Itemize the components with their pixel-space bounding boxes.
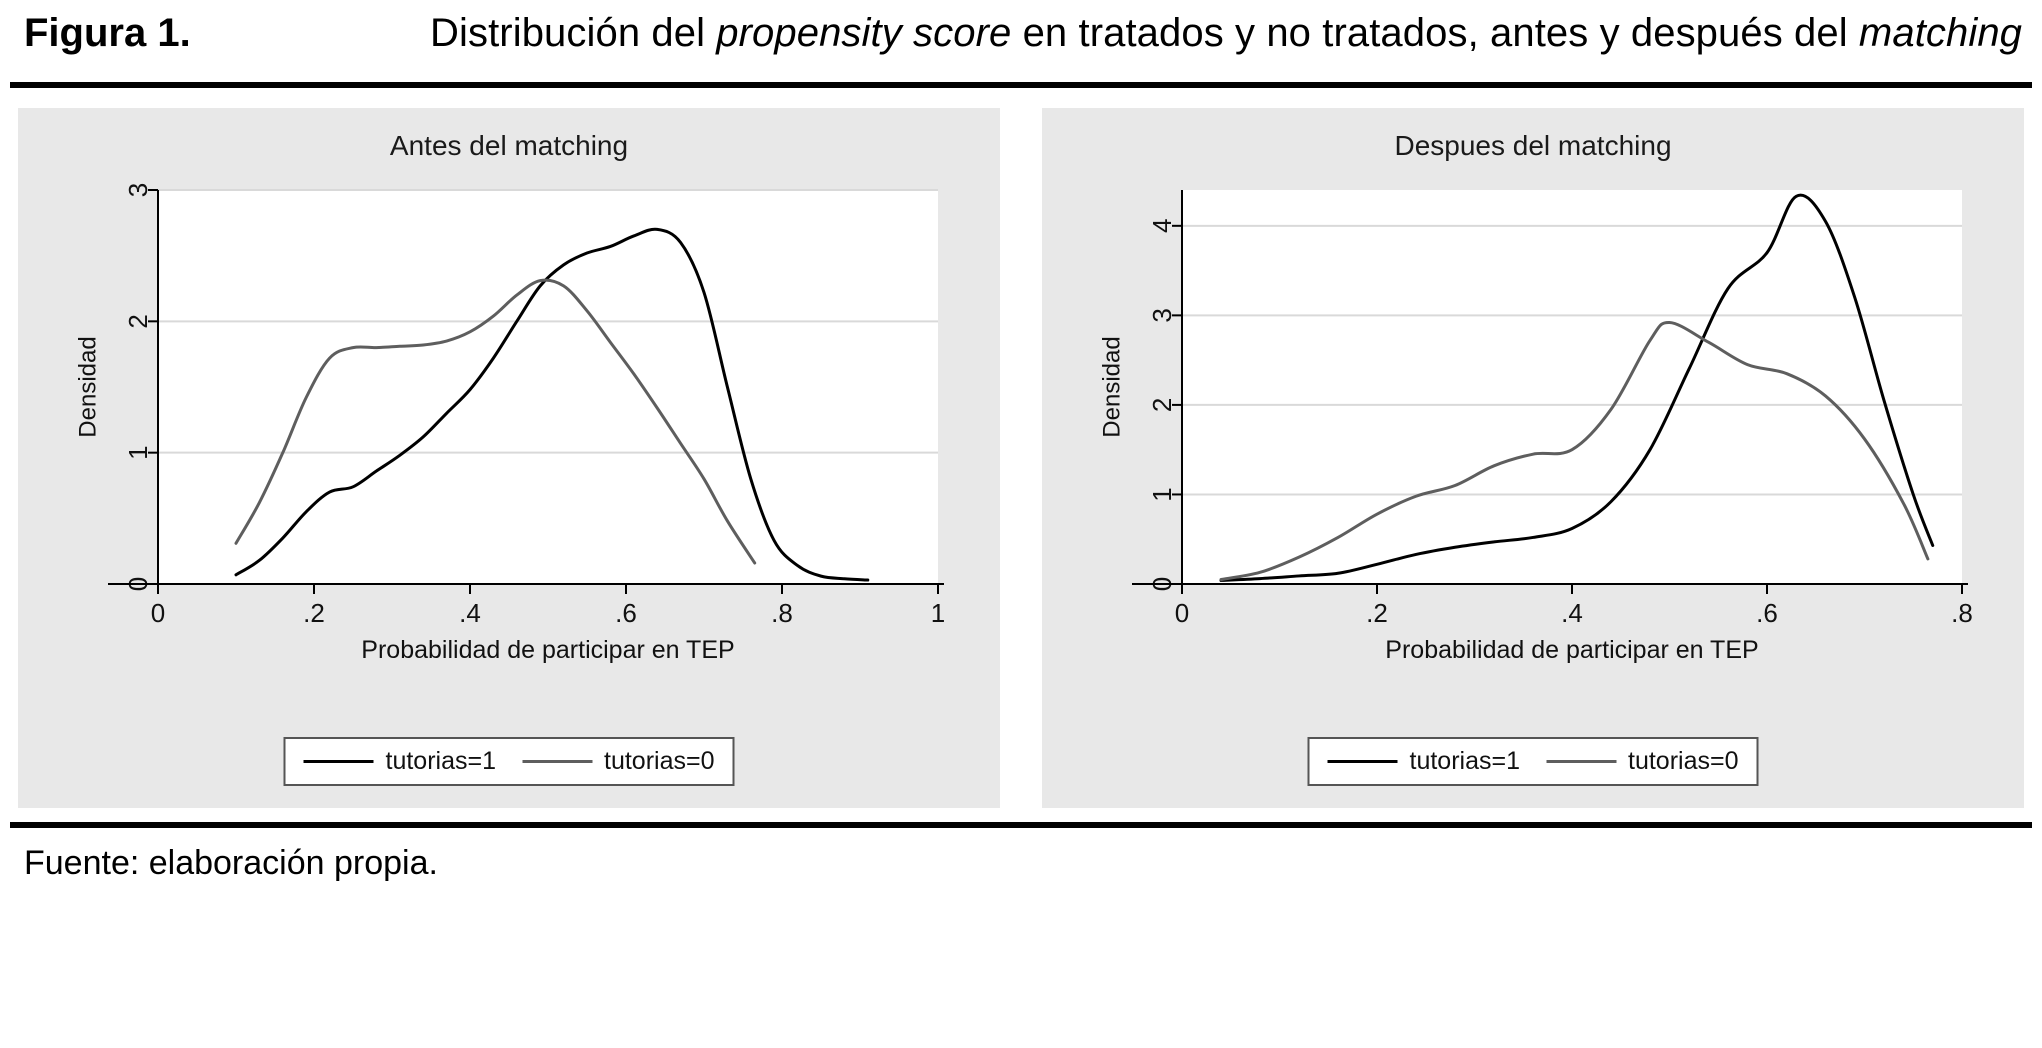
chart-legend-before xyxy=(284,737,735,786)
svg-text:Densidad: Densidad xyxy=(74,336,102,438)
legend-line-control-icon xyxy=(522,760,592,763)
chart-panel-after xyxy=(1042,108,2024,808)
legend-line-treated-icon xyxy=(304,760,374,763)
svg-text:0: 0 xyxy=(150,598,166,628)
legend-item-control xyxy=(522,747,715,776)
svg-text:2: 2 xyxy=(1147,397,1177,413)
chart-legend-after xyxy=(1308,737,1759,786)
svg-text:0: 0 xyxy=(1147,576,1177,592)
chart-title-before: Antes del matching xyxy=(389,130,629,161)
figure-source: Fuente: elaboración propia. xyxy=(24,844,438,882)
legend-item-treated xyxy=(304,747,497,776)
svg-text:.4: .4 xyxy=(1561,598,1583,628)
legend-label-control: tutorias=0 xyxy=(1628,747,1739,775)
charts-container xyxy=(10,108,2032,808)
svg-text:.6: .6 xyxy=(1756,598,1778,628)
figure-title-italic1: propensity score xyxy=(716,11,1012,55)
svg-text:0: 0 xyxy=(1174,598,1190,628)
svg-text:1: 1 xyxy=(930,598,946,628)
legend-line-control-icon xyxy=(1546,760,1616,763)
legend-item-treated xyxy=(1328,747,1521,776)
svg-text:.6: .6 xyxy=(615,598,637,628)
svg-text:.8: .8 xyxy=(771,598,793,628)
svg-text:1: 1 xyxy=(123,445,153,460)
divider-top xyxy=(10,82,2032,88)
legend-label-control: tutorias=0 xyxy=(604,747,715,775)
svg-text:3: 3 xyxy=(1147,308,1177,323)
svg-text:Densidad: Densidad xyxy=(1098,336,1126,438)
svg-text:0: 0 xyxy=(123,576,153,592)
figure-title-italic2: matching xyxy=(1858,11,2023,55)
legend-line-treated-icon xyxy=(1328,760,1398,763)
figure-title-part1: Distribución del xyxy=(430,11,717,55)
figure-title-part2: en tratados y no tratados, antes y después del xyxy=(1011,11,1859,55)
plot-svg-after xyxy=(1042,172,2002,692)
svg-text:4: 4 xyxy=(1147,218,1177,234)
figure-label: Figura 1. xyxy=(24,11,191,55)
svg-text:Probabilidad de participar en: Probabilidad de participar en TEP xyxy=(361,636,735,664)
chart-panel-before xyxy=(18,108,1000,808)
legend-label-treated: tutorias=1 xyxy=(385,747,496,775)
svg-text:.2: .2 xyxy=(1366,598,1388,628)
figure-title xyxy=(430,8,2032,58)
svg-text:.8: .8 xyxy=(1951,598,1973,628)
svg-text:3: 3 xyxy=(123,182,153,198)
chart-title-after: Despues del matching xyxy=(1394,130,1672,161)
legend-item-control xyxy=(1546,747,1739,776)
svg-text:1: 1 xyxy=(1147,487,1177,502)
plot-area-before xyxy=(18,172,1000,692)
plot-area-after xyxy=(1042,172,2024,692)
legend-label-treated: tutorias=1 xyxy=(1409,747,1520,775)
plot-svg-before xyxy=(18,172,978,692)
svg-text:Probabilidad de participar en: Probabilidad de participar en TEP xyxy=(1385,636,1759,664)
svg-text:.2: .2 xyxy=(303,598,325,628)
svg-text:.4: .4 xyxy=(459,598,481,628)
figure-caption xyxy=(10,0,2032,58)
svg-text:2: 2 xyxy=(123,314,153,329)
